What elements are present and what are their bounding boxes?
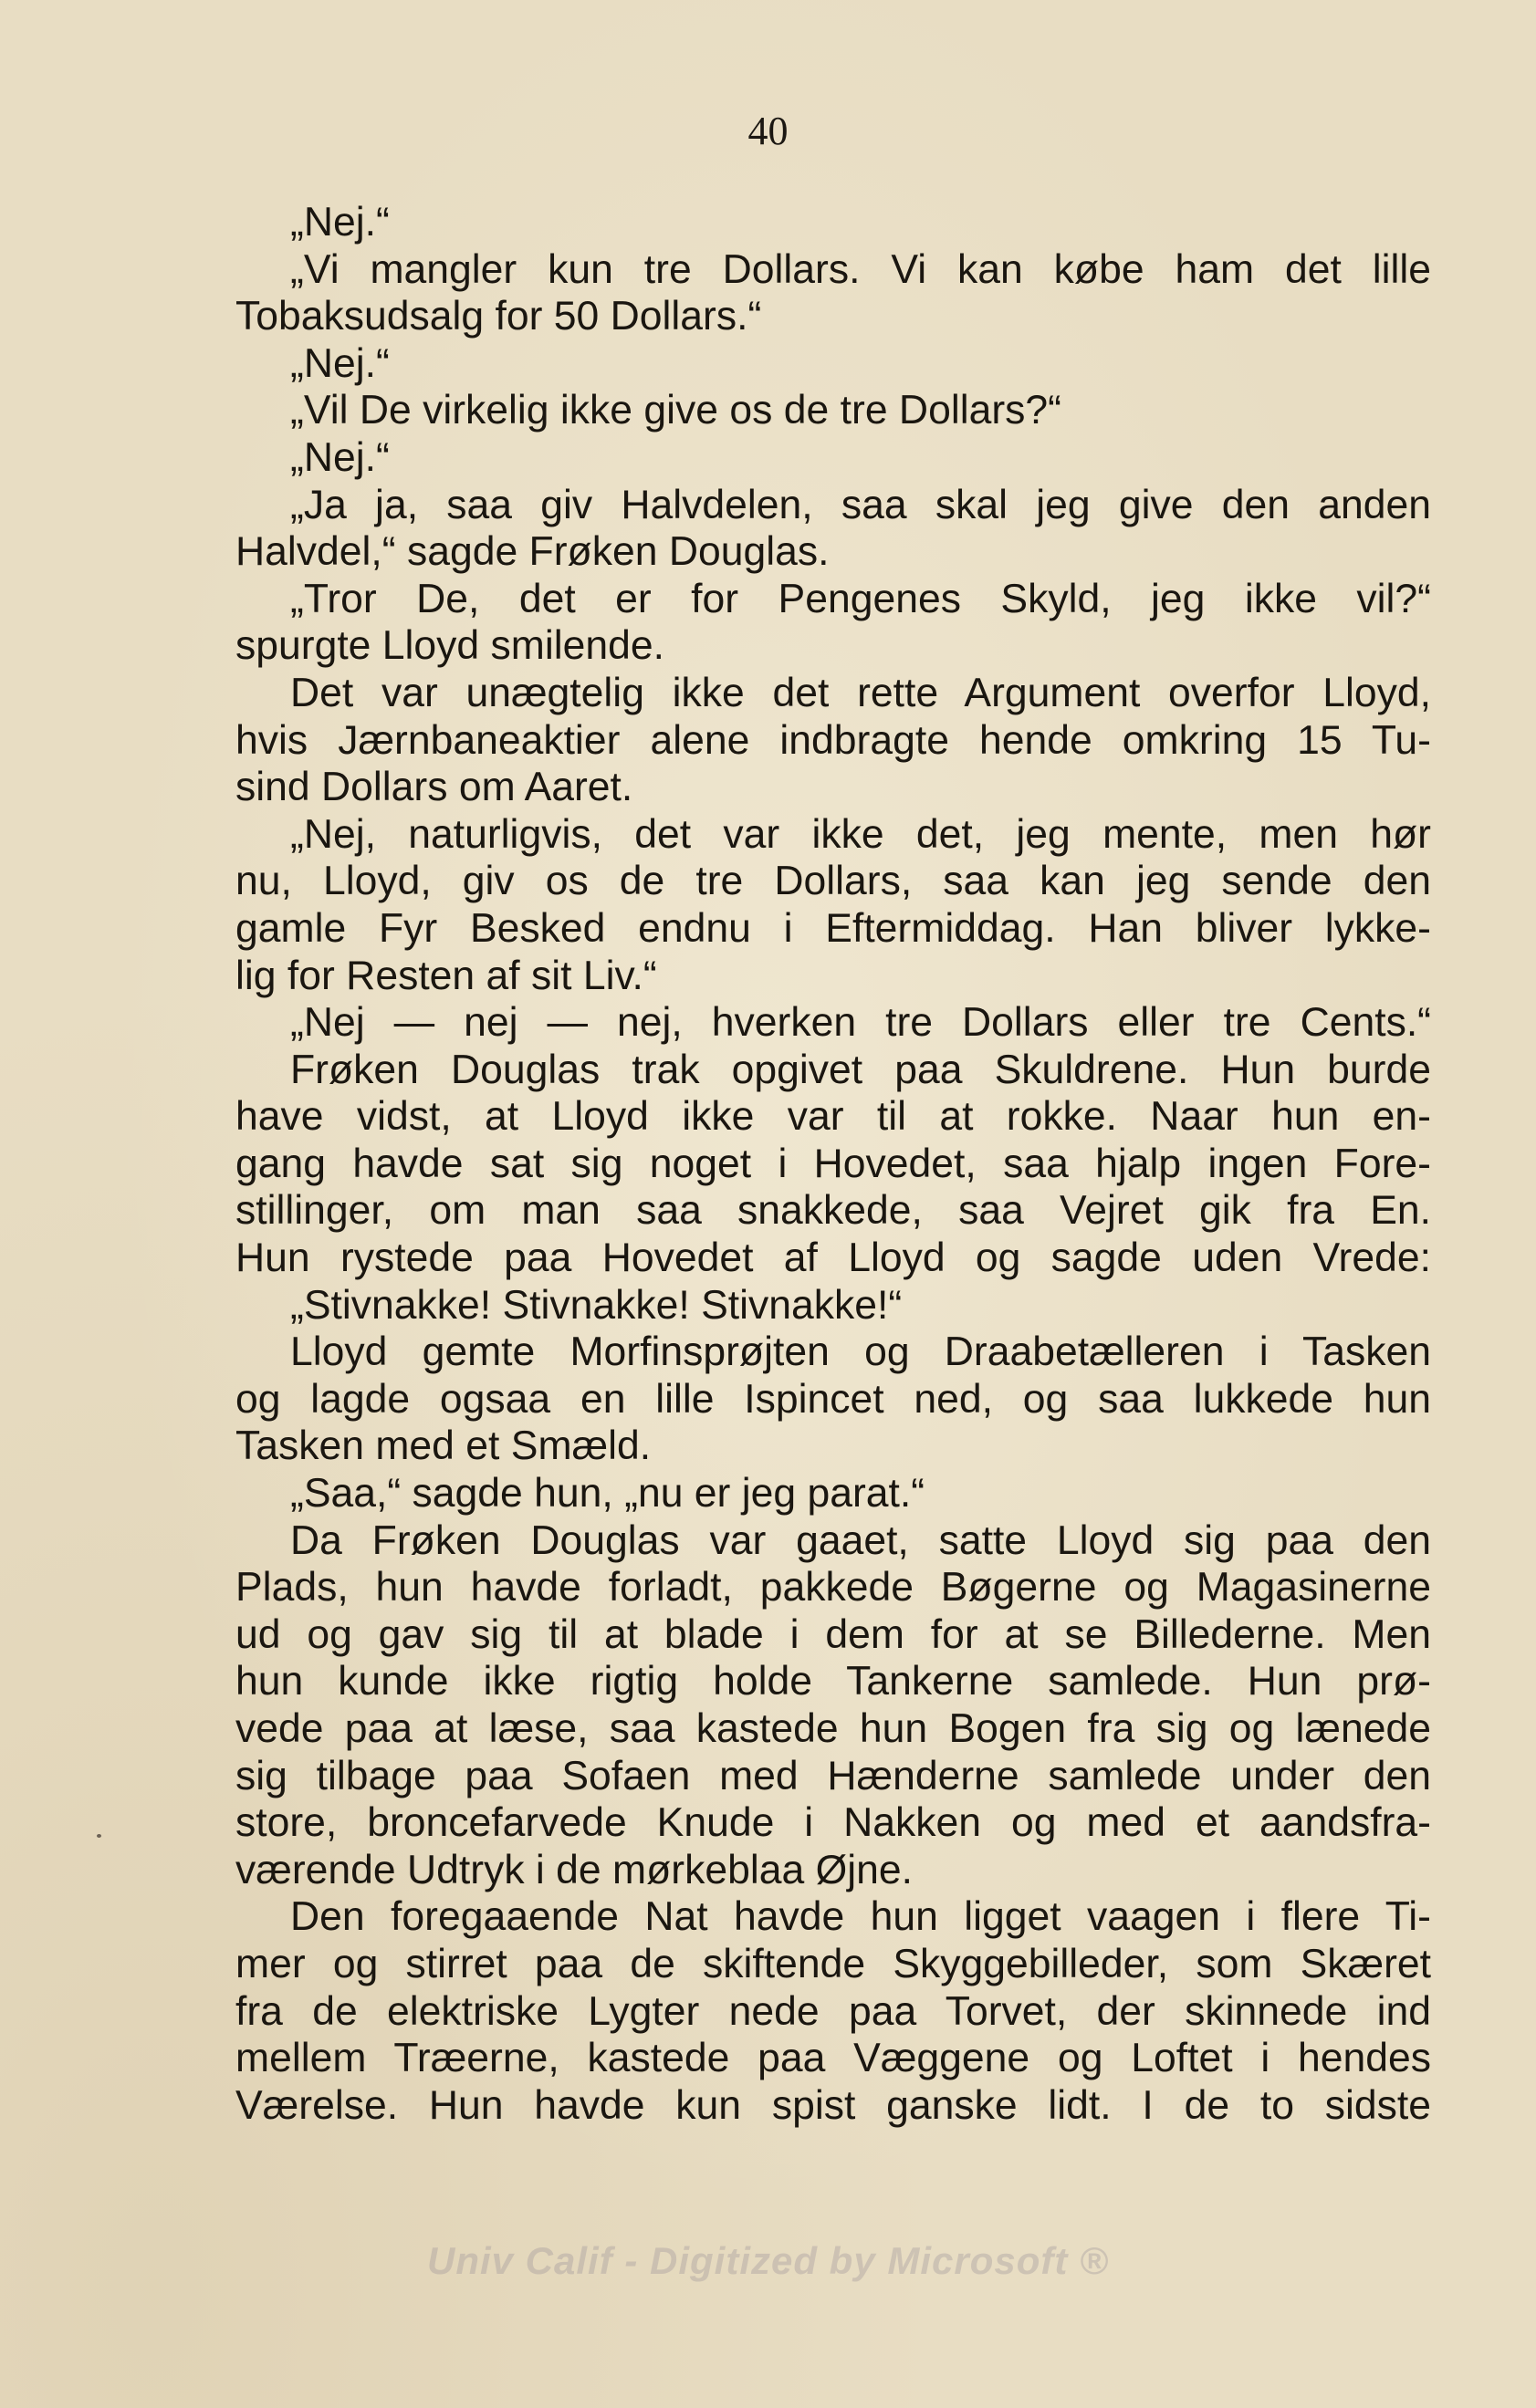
text-line: Værelse. Hun havde kun spist ganske lidt. I de to sidste xyxy=(235,2082,1431,2128)
page-number: 40 xyxy=(747,109,789,153)
text-line: „Nej — nej — nej, hverken tre Dollars eller tre Cents.“ xyxy=(290,1000,1431,1046)
text-line: Plads, hun havde forladt, pakkede Bøgerne og Magasinerne xyxy=(235,1565,1431,1611)
text-line: Lloyd gemte Morfinsprøjten og Draabetælleren i Tasken xyxy=(290,1329,1431,1375)
body-text xyxy=(235,199,1431,2129)
text-line: nu, Lloyd, giv os de tre Dollars, saa kan jeg sende den xyxy=(235,859,1431,904)
text-line: gang havde sat sig noget i Hovedet, saa hjalp ingen Fore- xyxy=(235,1141,1431,1186)
text-line: sind Dollars om Aaret. xyxy=(235,765,633,810)
text-line: Hun rystede paa Hovedet af Lloyd og sagde uden Vrede: xyxy=(235,1235,1431,1281)
text-line: værende Udtryk i de mørkeblaa Øjne. xyxy=(235,1847,913,1892)
text-line: hun kunde ikke rigtig holde Tankerne samlede. Hun prø- xyxy=(235,1659,1431,1704)
text-line: hvis Jærnbaneaktier alene indbragte hende omkring 15 Tu- xyxy=(235,717,1431,763)
text-line: „Saa,“ sagde hun, „nu er jeg parat.“ xyxy=(290,1471,925,1517)
text-line: Tobaksudsalg for 50 Dollars.“ xyxy=(235,294,762,339)
text-line: vede paa at læse, saa kastede hun Bogen fra sig og lænede xyxy=(235,1706,1431,1751)
text-line: Den foregaaende Nat havde hun ligget vaagen i flere Ti- xyxy=(290,1894,1431,1940)
text-line: „Vil De virkelig ikke give os de tre Dollars?“ xyxy=(290,388,1061,433)
text-line: store, broncefarvede Knude i Nakken og med et aandsfra- xyxy=(235,1800,1431,1846)
digitization-watermark: Univ Calif - Digitized by Microsoft ® xyxy=(427,2239,1109,2282)
text-line: „Nej.“ xyxy=(290,434,390,480)
text-line: fra de elektriske Lygter nede paa Torvet, der skinnede ind xyxy=(235,1988,1431,2034)
text-line: ud og gav sig til at blade i dem for at se Billederne. Men xyxy=(235,1611,1431,1657)
text-line: spurgte Lloyd smilende. xyxy=(235,623,664,669)
text-line: mellem Træerne, kastede paa Væggene og Loftet i hendes xyxy=(235,2036,1431,2081)
text-line: „Ja ja, saa giv Halvdelen, saa skal jeg give den anden xyxy=(290,482,1431,527)
text-line: Det var unægtelig ikke det rette Argument overfor Lloyd, xyxy=(290,670,1431,715)
text-line: stillinger, om man saa snakkede, saa Vejret gik fra En. xyxy=(235,1188,1431,1234)
text-line: lig for Resten af sit Liv.“ xyxy=(235,953,657,998)
text-line: „Stivnakke! Stivnakke! Stivnakke!“ xyxy=(290,1282,903,1328)
text-line: „Nej.“ xyxy=(290,340,390,386)
text-line: „Tror De, det er for Pengenes Skyld, jeg ikke vil?“ xyxy=(290,576,1431,621)
text-line: Frøken Douglas trak opgivet paa Skuldrene. Hun burde xyxy=(290,1047,1431,1092)
text-line: gamle Fyr Besked endnu i Eftermiddag. Han bliver lykke- xyxy=(235,905,1431,951)
paper-speck xyxy=(97,1834,101,1838)
text-line: og lagde ogsaa en lille Ispincet ned, og saa lukkede hun xyxy=(235,1376,1431,1422)
text-line: sig tilbage paa Sofaen med Hænderne samlede under den xyxy=(235,1753,1431,1798)
text-line: „Nej, naturligvis, det var ikke det, jeg mente, men hør xyxy=(290,811,1431,857)
text-line: have vidst, at Lloyd ikke var til at rokke. Naar hun en- xyxy=(235,1094,1431,1140)
text-line: Da Frøken Douglas var gaaet, satte Lloyd sig paa den xyxy=(290,1517,1431,1563)
text-line: „Nej.“ xyxy=(290,200,390,245)
text-line: Halvdel,“ sagde Frøken Douglas. xyxy=(235,529,830,575)
text-line: Tasken med et Smæld. xyxy=(235,1423,652,1469)
text-line: „Vi mangler kun tre Dollars. Vi kan købe ham det lille xyxy=(290,246,1431,292)
text-line: mer og stirret paa de skiftende Skyggebilleder, som Skæret xyxy=(235,1941,1431,1986)
